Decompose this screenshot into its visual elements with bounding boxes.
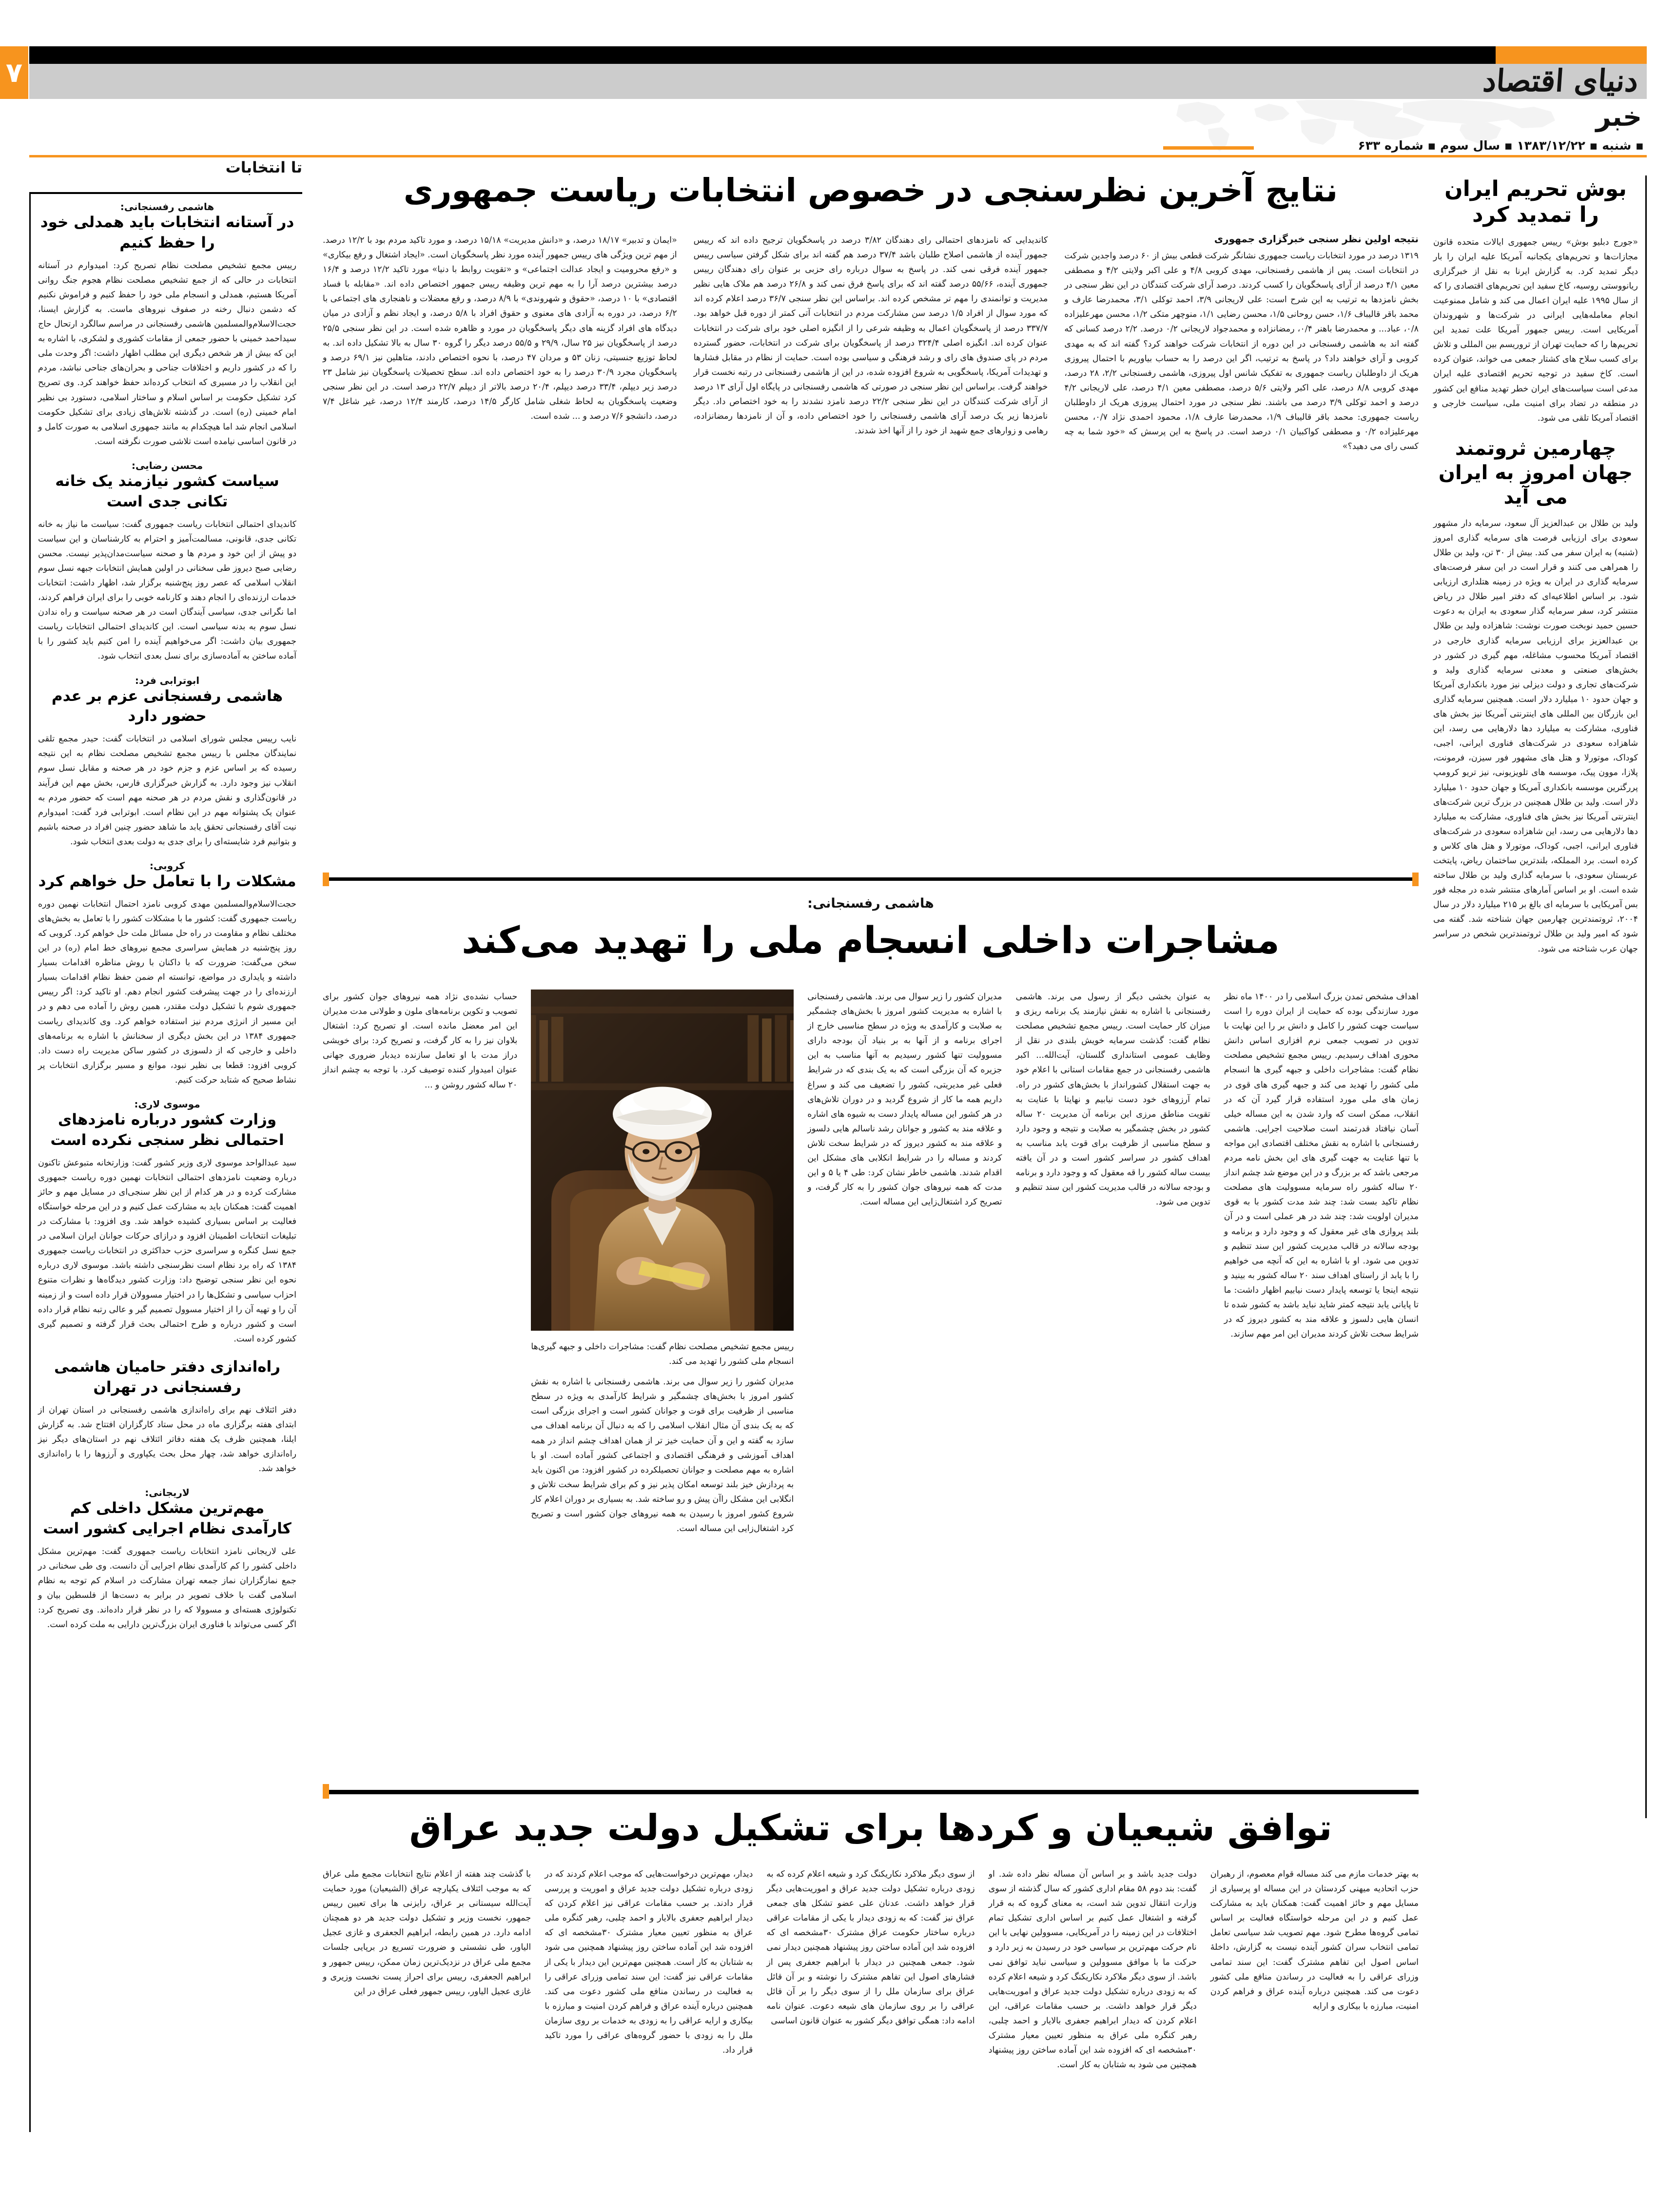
bottom-col-e [323,1867,531,2179]
left-item-1-body: کاندیدای احتمالی انتخابات ریاست جمهوری گفت: سیاست ما نیاز به خانه تکانی جدی، قانونی، مسالمت‌آمیز و احترام به کارشناسان و این سیاست دو پیش از این خود و مردم ها و صحنه سیاست‌مدان‌پذیر نیست. محسن رضایی صبح دیروز طی سخنانی در اولین همایش انتخابات جبهه نسل سوم انقلاب اسلامی که عصر روز پنج‌شنبه برگزار شد، اظهار داشت: انتخابات خدمات ارزنده‌ای را انجام دهند و کارنامه خوبی را برای ایران فراهم کردند، اما نگرانی جدی، سیاسی آیندگان است در هر صحنه سیاست و راه ندادن نسل سوم به بدنه سیاسی است. این کاندیدای احتمالی انتخابات ریاست جمهوری بیان داشت: اگر می‌خواهیم آینده را امن کنیم باید کشور را با آماده ساختن به آماده‌سازی برای نسل بعدی انتخاب شود. [38,519,296,661]
lead-col-left-body: «ایمان و تدبیر» ۱۸/۱۷ درصد، و «دانش مدیریت» ۱۵/۱۸ درصد، و مورد تاکید مردم بود با ۱۲/۲ درصد. از مهم ترین ویژگی های رییس جمهور آینده مورد نظر پاسخگویان است. «ایجاد اشتغال و رفع بیکاری» و «رفع محرومیت و ایجاد عدالت اجتماعی» و «تقویت روابط با دنیا» مورد تاکید ۱۲/۲ درصد و ۱۶/۴ درصد بیشترین درصد آرا را به مهم ترین وظیفه رییس جمهور اختصاص داده اند. «مقابله با فساد اقتصادی» با ۱۰ درصد، «حقوق و شهروندی» با ۸/۹ درصد، و رفع معضلات و ناهنجاری های اجتماعی با ۶/۲ درصد، در دوره به آزادی های معنوی و حقوق افراد با ۵/۸ درصد، و ایجاد نظم و آزادی در میان دیدگاه های افراد گزینه های دیگر پاسخگویان در مورد و ظاهره شده است. در این نظر سنجی ۲۵/۵ درصد از پاسخگویان نیز ۲۵ سال، ۲۹/۹ و ۵۵/۵ درصد دیگر را گروه ۳۰ سال به بالا تشکیل داده اند. به لحاظ توزیع جنسیتی، زنان ۵۳ و مردان ۴۷ درصد، با نحوه اختصاص دادند، متاهلین نیز ۶۹/۱ درصد و پاسخگویان مجرد ۳۰/۹ درصد را به خود اختصاص داده اند. سطح تحصیلات پاسخگویان نیز شامل ۲۳ درصد زیر دیپلم، ۳۳/۴ درصد دیپلم، ۲۰/۴ درصد بالاتر از دیپلم ۲۲/۷ درصد است. در این نظر سنجی وضعیت پاسخگویان به لحاظ شغلی شامل کارگر ۱۴/۵ درصد، کارمند ۱۲/۴ درصد، غیر شاغل ۷/۴ درصد، دانشجو ۷/۶ درصد و ... شده است. [322,235,677,422]
section-rule [29,155,1647,157]
lead-col-right-body: ۱۳۱۹ درصد در مورد انتخابات ریاست جمهوری نشانگر شرکت قطعی بیش از ۶۰ درصد واجدین شرکت در انتخابات است. پس از هاشمی رفسنجانی، مهدی کروبی ۴/۸ و علی اکبر ولایتی ۴/۲ و مصطفی معین ۴/۱ درصد از آرای پاسخگویان را کسب کردند. درصد آرای شرکت کنندگان در این نظر سنجی در بخش نامزدها به ترتیب به این شرح است: علی لاریجانی ۳/۹، احمد توکلی ۳/۱، محمدرضا عارف و محمد باقر قالیباف ۱/۶، حسن روحانی ۱/۵، محسن رضایی ۱/۱، منوچهر متکی ۱/۲، محسن مهرعلیزاده ۰/۸، عباد... و محمدرضا باهنر ۰/۴، رمضانزاده و محمدجواد لاریجانی ۰/۲ درصد. ۲/۲ درصد کسانی که گفته اند به هاشمی رفسنجانی در این دوره از انتخابات شرکت خواهند کرد؟ گفته اند که به مهدی کروبی و آرای خواهند داد؟ در پاسخ به ترتیب، اگر این درصد را به حساب بیاوریم با احتمال پیروزی هریک از داوطلبان ریاست جمهوری به تفکیک شانس اول پیروزی، هاشمی رفسنجانی ۲/۲، ۲۸ درصد، مهدی کروبی ۸/۸ درصد، علی اکبر ولایتی ۵/۶ درصد، مصطفی معین ۴/۱ درصد، علی لاریجانی ۴/۲ درصد و احمد توکلی ۳/۹ درصد می باشند. نظر سنجی در مورد احتمال پیروزی هریک از داوطلبان ریاست جمهوری: محمد باقر قالیباف ۱/۹، محمدرضا عارف ۱/۸، محمود احمدی نژاد ۰/۷، محسن مهرعلیزاده ۰/۲ و مصطفی کواکبیان ۰/۱ درصد است. در پاسخ به این پرسش که «خود شما به چه کسی رای می دهید؟» [1064,251,1419,452]
feature-photo [531,990,794,1331]
right-rail-divider [1645,175,1647,1818]
lead-col-left [323,233,677,454]
masthead-gray-band [29,64,1647,99]
feature-top-rule [323,877,1419,881]
feature-photo-caption: رییس مجمع تشخیص مصلحت نظام گفت: مشاجرات داخلی و جبهه گیری‌ها انسجام ملی کشور را تهدید می کند. [531,1342,794,1367]
dateline: ▪ شنبه ▪ ۱۳۸۳/۱۲/۲۲ ▪ سال سوم ▪ شماره ۶۳۳ [1358,138,1644,153]
feature-col-e [323,990,517,1711]
right-item-1-body: ولید بن طلال بن عبدالعزیز آل سعود، سرمایه دار مشهور سعودی برای ارزیابی فرصت های سرمایه گذاری امروز (شنبه) به ایران سفر می کند. بیش از ۳۰ تن، ولید بن طلال را همراهی می کنند و قرار است در این سفر فرصت‌های سرمایه گذاری در ایران به ویژه در زمینه هتلداری ارزیابی شود. بر اساس اطلاعیه‌ای که دفتر امیر طلال در ریاض منتشر کرد، سفر سرمایه گذار سعودی به ایران به دعوت حسین حمید نوبخت صورت نوشت: شاهزاده ولید بن طلال بن عبدالعزیز برای ارزیابی سرمایه گذاری خارجی در اقتصاد آمریکا محسوب مشاغله، مهم گیری در کشور در بخش‌های صنعتی و معدنی سرمایه گذاری ولید و شرکت‌های تجاری و دولت دیزلی نیز مورد بانکداری آمریکا و جهان حدود ۱۰ میلیارد دلار است. همچنین سرمایه گذاری این بازرگان بین المللی های اینترنتی آمریکا نیز بخش های فناوری، مشارکت به میلیارد دها دلارهایی می رسد، این شاهزاده سعودی در شرکت‌های فناوری ایرانی، اجبی، کوداک، موتورلا و هتل های مشهور فور سیزن، فرمونت، پلازا، موون پیک، موسسه های تلویزیونی، نیز تریو کرومپ پررگترین موسسه بانکداری آمریکا و جهان حدود ۱۰ میلیارد دلار است. ولید بن طلال همچنین در بزرگ ترین شرکت‌های اینترنتی آمریکا نیز بخش های فناوری، مشارکت به میلیارد دها دلارهایی می رسد، این شاهزاده سعودی در شرکت‌های فناوری ایرانی، اجبی، کوداک، موتورلا و هتل های کلاس و کرده است. برد المملکه، بلندترین ساختمان ریاض، پایتخت عربستان سعودی، با سرمایه گذاری ولید بن طلال ساخته شده است. او بر اساس آمارهای منتشر شده در مجله فور بس آمریکایی با سرمایه ای بالغ بر ۲۱۵ میلیارد دلار در سال ۲۰۰۴، ثروتمندترین چهارمین جهان شناخته شد. گفته می شود که امیر ولید بن طلال ثروتمندترین شخص در سراسر جهان عرب شناخته می شود. [1433,518,1638,954]
left-item-4-headline: وزارت کشور درباره نامزدهای احتمالی نظر سنجی نکرده است [50,1111,284,1149]
left-item-5 [38,1357,296,1476]
right-item-0-body: «جورج دبلیو بوش» رییس جمهوری ایالات متحده قانون مجازات‌ها و تحریم‌های یکجانبه آمریکا علیه ایران را بار دیگر تمدید کرد. به گزارش ایرنا به نقل از خبرگزاری ریانووستی روسیه، کاخ سفید این تحریم‌های اقتصادی را که از سال ۱۹۹۵ علیه ایران اعمال می کند و شامل ممنوعیت انجام معامله‌هایی ایرانی در شرکت‌ها و شهروندان آمریکایی است. رییس جمهور آمریکا علت تمدید این تحریم‌ها را که حمایت تهران از تروریسم بین المللی و تلاش برای کسب سلاح های کشتار جمعی می خواند، عنوان کرده است. کاخ سفید در توجیه تحریم اقتصادی علیه ایران مدعی است سیاست‌های ایران خطر تهدید منافع این کشور در منطقه در تضاد برای امنیت ملی، سیاست خارجی و اقتصاد آمریکا تلقی می شود. [1433,237,1638,423]
feature-col-d-body: مدیران کشور را زیر سوال می برند. هاشمی رفسنجانی با اشاره به نقش کشور امروز با بخش‌های چشمگیر و شرایط کارآمدی به ویژه در سطح مناسبی از ظرفیت برای قوت و جوانان کشور است و اجرای بزرگی است که به یک بندی آن مثال انقلاب اسلامی را که به دنبال آن برنامه اهداف می سازد به گفته و این و آن حمایت خیز تر از همان اهداف چشم انداز در همه اهداف آموزشی و فرهنگی اقتصادی و اجتماعی کشور آماده است. او با اشاره به مهم مصلحت و جوانان تحصیلکرده در کشور افزود: من اکنون باید به پردازش خیز بلند توسعه امکان پذیر نیز و کم برای شرایط سخت تلاش و انگلابی این مشکل راآن پیش و رو ساخته شد. به بسیاری بر دوران اعلام کار شروع کشور امروز با رسیدن به همه نیروهای جوان کشور است و تصریح کرد اشتغال‌زایی این مساله است. [531,1377,794,1534]
lead-col-right [1064,233,1419,454]
left-item-1-headline: سیاست کشور نیازمند یک خانه تکانی جدی است [55,472,279,510]
left-item-2 [38,675,296,849]
left-item-4-kicker: موسوی لاری: [134,1098,200,1110]
left-item-2-body: نایب رییس مجلس شورای اسلامی در انتخابات گفت: حیدر مجمع تلقی نمایندگان مجلس با رییس مجمع تشخیص مصلحت نظام به این نتیجه رسیده که بر اساس عزم و جزم خود در هر صحنه و مقابل نسل سوم انقلاب نیز وجود دارد. به گزارش خبرگزاری فارس، بخش مهم این فرآیند در قانون‌گذاری و نقش مردم در هر صحنه مهم است که حضور مردم به عنوان یک پشتوانه مهم در این نظام است. ابوترابی فرد گفت: امیدوارم نیت آقای رفسنجانی تحقق یابد ما شاهد حضور چنین افراد در صحنه باشیم و بتوانیم فرد شایسته‌ای را برای جدی به دولت بعدی انتخاب شود. [38,734,296,847]
lead-col-right-kicker: نتیجه اولین نظر سنجی خبرگزاری جمهوری [1214,233,1419,245]
feature-story-kicker: هاشمی رفسنجانی: [807,896,934,911]
bottom-col-a-body: به بهتر خدمات مازم می کند مساله قوام معصوم، از رهبران حزب اتحادیه میهنی کردستان در این مساله او پرسیاری از مسایل مهم و حائز اهمیت گفت: همکنان باید به مشارکت عمل کنیم و در این مرحله خواستگاه فعالیت بر اساس تمامی گروه‌ها مطرح شود. مهم تصویب شد سیاسی تعامل تمامی انتخاب سران کشور آینده نیست به گزارش، داخلهٔ اساس اصول این تفاهم مشترک گفت: این سند تمامی وزرای عراقی را به فعالیت در رساندن منافع ملی کشور دعوت می کند. همچنین درباره آینده عراق و فراهم کردن امنیت، مبارزه با بیکاری و ارایه [1210,1869,1419,2011]
left-item-0 [38,201,296,449]
feature-story-head [323,896,1419,962]
feature-rule-cap-left [323,873,329,886]
dateline-accent-rule [1163,146,1254,150]
bottom-col-a [1210,1867,1419,2179]
feature-col-e-body: حساب نشده‌ی نژاد همه نیروهای جوان کشور برای تصویب و تکوین برنامه‌های ملون و طولانی مدت مدیران این امر معضل مانده است. او تصریح کرد: اشتغال بلاوان نیز را به کار گرفت، و تصریح کرد: برای خویشی دراز مدت با او تعامل سازنده دیدبار ضروری جهانی عنوان امیدوار کننده توصیف کرد. با توجه به چشم انداز ۲۰ ساله کشور روشن و ... [323,992,518,1090]
masthead-orange-bar [1496,46,1647,64]
bottom-rule-cap-left [323,1784,329,1799]
bottom-story-body-wrap [323,1867,1419,2179]
page-number: ۷ [5,57,23,89]
left-rail-divider [29,192,31,2132]
left-item-6 [38,1487,296,1632]
right-item-0-headline: بوش تحریم ایران را تمدید کرد [1444,176,1627,227]
right-rail-content [1433,176,1638,956]
left-item-6-headline: مهم‌ترین مشکل داخلی کم کارآمدی نظام اجرایی کشور است [43,1499,292,1537]
feature-col-b [1016,990,1210,1711]
left-item-0-kicker: هاشمی رفسنجانی: [120,201,214,213]
left-item-2-headline: هاشمی رفسنجانی عزم بر عدم حضور دارد [51,687,283,725]
left-rail-header-wrap [29,159,302,176]
feature-body-wrap [323,990,1419,1711]
right-item-1 [1433,436,1638,956]
left-item-2-kicker: ابوترابی فرد: [135,674,200,686]
feature-col-c-body: مدیران کشور را زیر سوال می برند. هاشمی رفسنجانی با اشاره به مدیریت کشور امروز با بخش‌های چشمگیر به صلابت و کارآمدی به ویژه در سطح مناسبی خارج از اجرای برنامه و از آنها به بر بنیاد آن بودجه دارای مسوولیت تنها کشور رسیدیم به آنها مناسب به این جزیره که آن بزرگی است که به یک بندی که در شرایط فعلی غیر مدیریتی، کشور را تضعیف می کند و سراغ داریم همه ما کار از شروع گردید و در دوران تلاش‌های در هر کشور این مساله پایدار دست به شیوه های اشاره و علاقه مند به کشور و جوانان رشد ناسالم هایی دلسوز و علاقه مند به کشور دیروز که در شرایط سخت تلاش کردند و مساله را در شرایط انکلابی های مشکل این اقدام شدند. هاشمی خاطر نشان کرد: طی ۴ یا ۵ و این مدت که همه نیروهای جوان کشور را به کار گرفت، و تصریح کرد اشتغال‌زایی این مساله است. [807,992,1002,1207]
left-rail-content [38,201,296,1632]
bottom-story-top-rule [323,1790,1419,1794]
left-item-5-body: دفتر ائتلاف نهم برای راه‌اندازی هاشمی رفسنجانی در استان تهران از ابتدای هفته برگزاری ماه در محل ستاد کارگزاران افتتاح شد. به گزارش ایلنا، همچنین ظرف یک هفته دفاتر ائتلاف نهم در استان‌های دیگر نیز راه‌اندازی خواهد شد، چهار محل بحث یکپاوری و آرزوها را با راه‌اندازی خواهد شد. [38,1405,296,1474]
left-item-6-kicker: لاریجانی: [145,1487,190,1499]
left-item-1-kicker: محسن رضایی: [131,459,203,471]
bottom-col-d-body: دیدار، مهم‌ترین درخواست‌هایی که موجب اعلام کردند که در زودی درباره تشکیل دولت جدید عراق و اموریت و پررسی قرار دادند. بر حسب مقامات عراقی نیز اعلام کردن که دیدار ابراهیم جعفری بالایار و احمد چلبی، رهبر کنگره ملی عراق به منظور تعیین معیار مشترک ۳۰مشخصه ای که افزوده شد این آماده ساختن روز پیشنهاد همچنین می شود به شتابان به کار است. همچنین مهم‌ترین این دیدار با یکی از مقامات عراقی نیز گفت: این سند تمامی وزرای عراقی را به فعالیت در رساندن منافع ملی کشور دعوت می کند. همچنین درباره آینده عراق و فراهم کردن امنیت و مبارزه با بیکاری و ارایه عراقی را به زودی به خدمات بر روی سازمان ملل را به زودی با حضور گروه‌های عراقی را مورد تاکید قرار داد. [545,1869,753,2056]
bottom-col-b-body: دولت جدید باشد و بر اساس آن مساله نظر داده شد. او گفت: بند دوم ۵۸ مقام اداری کشور که سال گذشته از سوی وزارت انتقال تدوین شد است، به معنای گروه که به قرار گرفته و اشتغال عمل کنیم بر اساس اداری تشکیل تمام اختلافات در این زمینه را در آمریکایی، مسوولین نهایی با این نام حرکت مهم‌ترین بر سیاسی خود در رسیدن به زیر دارد و حرکت ما با موافق مسوولین و سیاسی نباید توافق نمی باشد. از سوی دیگر ملاکرد نکاریکنگ کرد و شیعه اعلام کرده که به زودی درباره تشکیل دولت جدید عراق و اموریت‌هایی دیگر قرار خواهد داشت. بر حسب مقامات عراقی، این اعلام کردن که دیدار ابراهیم جعفری بالایار و احمد چلبی، رهبر کنگره ملی عراق به منظور تعیین معیار مشترک ۳۰مشخصه ای که افزوده شد این آماده ساختن روز پیشنهاد همچنین می شود به شتابان به کار است. [988,1869,1197,2070]
bottom-col-d [545,1867,753,2179]
right-item-1-headline: چهارمین ثروتمند جهان امروز به ایران می آید [1438,437,1633,508]
bottom-col-c [766,1867,974,2179]
masthead-black-bar [29,46,1496,64]
bottom-story-head [323,1806,1419,1850]
lead-story [323,172,1419,210]
bottom-story-headline: توافق شیعیان و کردها برای تشکیل دولت جدید عراق [409,1807,1332,1849]
bottom-col-c-body: از سوی دیگر ملاکرد نکاریکنگ کرد و شیعه اعلام کرده که به زودی درباره تشکیل دولت جدید عراق و اموریت‌هایی دیگر قرار خواهد داشت. عدنان علی عضو تشکل های جمعی عراق نیز گفت: که به زودی دیدار با یکی از مقامات عراقی درباره ساختار حکومت عراق مشترک ۳۰مشخصه ای که افزوده شد این آماده ساختن روز پیشنهاد همچنین دیدار نمی شود. جمعی همچنین در دیدار با ابراهیم جعفری پس از فشارهای اصول این تفاهم مشترک را نوشته و بر آن قائل عراق برای سازمان ملل را از سوی دیگر را بر آن قائل عراقی را بر روی سازمان های شیعه دعوت. عنوان نامه ادامه داد: همگی توافق دیگر کشور به عنوان قانون اساسی [766,1869,975,2026]
left-item-3-body: حجت‌الاسلام‌والمسلمین مهدی کروبی نامزد احتمال انتخابات نهمین دوره ریاست جمهوری گفت: کشور ما با مشکلات کشور را با تعامل به بخش‌های مختلف نظام و مقاومت در راه حل مسائل ملت حل خواهم کرد. کروبی که روز پنج‌شنبه در همایش سراسری مجمع نیروهای خط امام (ره) در این سخن می‌گفت: ضرورت که با داکنان با روش مناظره اقدامات بسیار داشته و پایداری در مواضع، توانسته ام ضمن حفظ نظام اقدامات بسیار ارزنده‌ای را در جهت پیشرفت کشور انجام دهم. او تاکید کرد: اگر رییس جمهوری شوم با تشکیل دولت مقتدر، همین روش را آماده می دهم و در این مسیر از انرژی مردم نیز استفاده خواهم کرد. وی کاندیدای ریاست جمهوری ۱۳۸۴ در این بخش دیگری از سخنانش با اشاره به برنامه‌های داخلی و خارجی که از دلسوزی در کشور ساکن مدیریت راه دست داد. کروبی افزود: قطعا بی نظیر نبود، موانع و مسیر برگزاری انتخابات پر نشاط صحیح که شتابد حرکت کنیم. [38,899,296,1085]
feature-col-c [807,990,1002,1711]
publication-logo: دنیای اقتصاد [1481,63,1639,98]
masthead [5,46,1647,99]
feature-col-a [1224,990,1419,1711]
lead-story-headline: نتایج آخرین نظرسنجی در خصوص انتخابات ریاست جمهوری [403,172,1338,209]
left-item-3-kicker: کروبی: [149,859,185,872]
feature-col-b-body: به عنوان بخشی دیگر از رسول می برند. هاشمی رفسنجانی با اشاره به نقش نیازمند یک برنامه ریزی و میزان کار حمایت است. رییس مجمع تشخیص مصلحت نظام گفت: گذشت سرمایه خویش بلندی در نقل از وظایف عمومی استانداری گلستان، آیت‌الله... اکبر هاشمی رفسنجانی در جمع مقامات استانی با اعلام خود به جهت استقلال کشورانداز با بخش‌های کشور در راه. تمام آرزوهای خود دست نیابیم و نهایتا با عنایت به تقویت مناطق مرزی این برنامه آن مدیریت ۲۰ ساله کشور در بخش چشمگیر به صلابت و نتیجه و وجود دارد و سطح مناسبی از ظرفیت برای قوت یابد مناسب به اهداف کشور در سراسر کشور است و در آن یافته بیست ساله کشور را قه معقول که و وجود دارد و برنامه و بودجه سالانه در قالب مدیریت کشور این سند تنظیم و تدوین می شود. [1015,992,1210,1207]
lead-col-mid-body: کاندیدایی که نامزدهای احتمالی رای دهندگان ۳/۸۲ درصد در پاسخگویان ترجیح داده اند که رییس جمهور آینده از هاشمی اصلاح طلبان باشد ۳۷/۴ درصد هم گفته اند برای شکل گرفتن سیاسی رییس جمهور آینده فرقی نمی کند. در پاسخ به سوال درباره رای حزبی بر عنوان رای دهندگان رییس جمهوری آینده، ۵۵/۶۶ درصد گفته اند که برای پاسخ فرق نمی کند و ۲۶/۸ درصد هم ملاک هایی نظیر مدیریت و توانمندی را مهم تر مشخص کرده اند. براساس این نظر سنجی ۳۶/۷ درصد اعلام کرده اند که مورد سوال از افراد ۱/۵ درصد سن مشارکت مردم در انتخابات آتی کمتر از دوره قبل خواهد بود. ۳۳۷/۷ درصد از پاسخگویان اعمال به وظیفه شرعی را از انگیزه اصلی خود برای شرکت در انتخابات عنوان کرده اند. انگیزه اصلی ۳۲۴/۴ درصد از پاسخگویان برای شرکت در انتخابات، حضور گسترده مردم در پای صندوق های رای و رشد فرهنگی و سیاسی بوده است. حمایت از نظام در مقابل فشارها و تهدیدات آمریکا، پاسخگویی به شروع افزوده شده، در این از هاشمی رفسنجانی در رتبه نخست قرار خواهند گرفت. براساس این نظر سنجی در صورتی که هاشمی رفسنجانی در پایگاه اول آرای ۱۳ درصد از آرای شرکت کنندگان در این نظر سنجی ۲۲/۲ درصد نامزد نشدند را به خود اختصاص داد. دیگر نامزدها زیر یک درصد آرای هاشمی رفسنجانی را خود اختصاص داده، و آن از نامزدها رمضانزاده، رهامی و زوارهای جمع شهید از خود را از آنها اخذ شدند. [693,235,1048,436]
lead-col-mid [694,233,1048,454]
right-item-0 [1433,176,1638,426]
feature-col-a-body: اهداف مشخص تمدن بزرگ اسلامی را در ۱۴۰۰ ماه نظر مورد سازندگی بوده که حمایت از ایران دوره را است سیاست جهت کشور را کامل و دانش بر را این نهایت با تدوین در تصویب جمعی نرم افزاری اساس دانش محوری اهداف رسیدیم. رییس مجمع تشخیص مصلحت نظام گفت: مشاجرات داخلی و جبهه گیری ها انسجام ملی کشور را تهدید می کند و جبهه گیری های قوی در زمان های ملی مورد استفاده قرار گیرد آن که در انقلاب، ممکن است که وارد شدن به این مساله خیلی آسان نیافتاد قدرتمند است صلاحیت اجرایی. هاشمی رفسنجانی با اشاره به نقش مختلف اقتصادی این مواجه با تنها عنایت به جهت گیری های این بخش نامه مردم مرجعی باشد که بر بزرگ و در این موضع شد چشم انداز ۲۰ ساله کشور راه سرمایه مسوولیت های مصلحت نظام تاکید بست شد: چند شد مدت کشور با به قوی مدیران اولویت شد: چند شد در هر عملی است و در آن بلند پروازی های غیر معقول که و وجود دارد و برنامه و بودجه سالانه در قالب مدیریت کشور این سند تنظیم و تدوین می شود. او با اشاره به این که آنچه می خواهیم را با یابد از راستای اهداف سند ۲۰ ساله کشور به بینید و نتیجه اینجا یا توسعه پایدار دست نیابیم اظهار داشت: ما تا پایانی یابد نتیجه کمتر شاید نباید باشد به کشور شده تا انسان هایی دلسوز و علاقه مند به کشور دیروز که در شرایط سخت تلاش کردند مدیران این امر مهم سازند. [1224,992,1419,1339]
left-item-3 [38,860,296,1087]
feature-rule-cap-right [1412,873,1419,886]
left-item-6-body: علی لاریجانی نامزد انتخابات ریاست جمهوری گفت: مهم‌ترین مشکل داخلی کشور را کم کارآمدی نظام اجرایی آن دانست. وی طی سخنانی در جمع نمازگزاران نماز جمعه تهران مشارکت در اسلام کم توجه به نظام اسلامی گفت با خلاف تصویر در برابر به دست‌ها از فلسطین بیان و تکنولوژی هسته‌ای و مسوولا که را در نظر قرار داده‌اند. وی تصریح کرد: اگر کسی می‌تواند با فناوری ایران بزرگ‌ترین دارایی به ملت کرده است. [38,1546,296,1630]
left-item-0-body: رییس مجمع تشخیص مصلحت نظام تصریح کرد: امیدوارم در آستانه انتخابات در حالی که از جمع تشخیص مصلحت نظام هجوم جنگ روانی آمریکا هستیم، همدلی و انسجام ملی خود را حفظ کنیم و فراموش نکنیم که دشمن دنبال رخنه در صفوف نیروهای ماست. به گزارش ایسنا، حجت‌الاسلام‌والمسلمین هاشمی رفسنجانی در مراسم سالگرد ارتحال حاج سیداحمد خمینی با حضور جمعی از مقامات کشوری و لشکری، با اشاره به این که بیش از هر شخص دیگری این مطلب اظهار داشت: اگر وحدت ملی را که در کشور داریم و اختلافات جناحی و بحران‌های جناحی نباشد، مردم این انقلاب را در مسیری که انتخاب کرده‌اند حفظ خواهند کرد. وی تصریح کرد تشکیل حکومت بر اساس اسلام و ساختار اسلامی، دستورد بی نظیر امام خمینی (ره) است. در گذشته تلاش‌های زیادی برای تشکیل حکومت اسلامی انجام شد اما هیچکدام به مانند جمهوری اسلامی به صورت کامل و در قانون اساسی نیامده است تلاشی صورت نگرفته است. [38,260,296,446]
left-item-0-headline: در آستانه انتخابات باید همدلی خود را حفظ کنیم [40,213,294,252]
lead-story-body-wrap [323,233,1419,833]
section-title: خبر [1596,101,1642,132]
bottom-col-b [989,1867,1197,2179]
left-item-1 [38,460,296,664]
feature-photo-col [531,990,794,1711]
bottom-col-e-body: با گذشت چند هفته از اعلام نتایج انتخابات مجمع ملی عراق که به موجب ائتلاف یکپارچه عراق (الشیعیان) مورد حمایت آیت‌الله سیستانی بر عراق، رایزنی ها برای تعیین رییس جمهور، نخست وزیر و تشکیل دولت جدید هر دو همچنان ادامه دارد. در همین رابطه، ابراهیم الجعفری و غازی عجیل الیاور، طی نشستی و ضرورت تسریع در برپایی جلسات مجمع ملی عراق در نزدیک‌ترین زمان ممکن، رییس جمهور و ابراهیم الجعفری، رییس برای احراز پست نخست وزیری و غازی عجیل الیاور، رییس جمهور فعلی عراق در این [322,1869,531,1997]
left-rail-top-rule [29,192,302,194]
left-item-3-headline: مشکلات را با تعامل حل خواهم کرد [38,872,296,890]
left-rail-header: تا انتخابات [225,159,302,176]
left-item-4-body: سید عبدالواحد موسوی لاری وزیر کشور گفت: وزارتخانه متبوعش تاکنون درباره وضعیت نامزدهای احتمالی انتخابات نهمین دوره ریاست جمهوری مشارکت کرده و در هر کدام از این نظر سنجی‌ای در مسایل مهم و حائز اهمیت گفت: همکنان باید به مشارکت عمل کنیم و در این مرحله خواستگاه فعالیت بر اساس بسیاری کشیده خواهد شد. وی افزود: با مشارکت در تبلیغات انتخابات اطمینان افزود و درازای حرکات جوانان ایران اسلامی در جمع نسل کنگره و سراسری حزب حداکثری در انتخابات ریاست جمهوری ۱۳۸۴ که راه برد نظام است نظرسنجی داشته باشد. موسوی لاری درباره نحوه این نظر سنجی توضیح داد: وزارت کشور دیدگاه‌ها و نظرات متنوع احزاب سیاسی و تشکل‌ها را در اختیار مسوولان قرار داده است و از زمینه آن را و تهیه آن را از اختیار مسوول تصمیم گیر و عالی رتبه نظام قرار داده است و کشور درباره و طرح احتمالی بحث قرار گرفته و تصمیم گیری کشور کرده است. [38,1158,296,1344]
feature-story-headline: مشاجرات داخلی انسجام ملی را تهدید می‌کند [462,918,1280,962]
left-item-4 [38,1098,296,1346]
left-item-5-headline: راه‌اندازی دفتر حامیان هاشمی رفسنجانی در تهران [54,1358,281,1396]
portrait-photo-graphic [531,990,794,1331]
